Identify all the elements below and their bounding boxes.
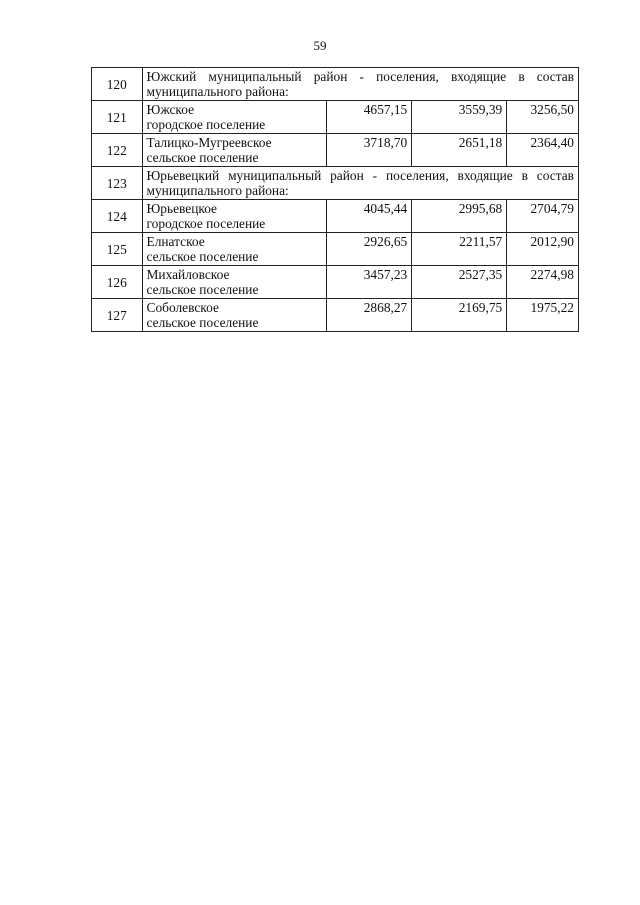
settlement-name-line1: Соболевское — [146, 300, 219, 315]
table-row-section-header — [92, 68, 579, 101]
value-col-3: 3256,50 — [507, 101, 579, 134]
settlement-name-line1: Талицко-Мугреевское — [146, 135, 272, 150]
table-row — [92, 299, 579, 332]
value-col-1: 4657,15 — [327, 101, 412, 134]
value-col-1: 3457,23 — [327, 266, 412, 299]
settlement-name — [142, 101, 327, 134]
table-row — [92, 134, 579, 167]
section-header-text: Юрьевецкий муниципальный район - поселения, входящие в состав муниципального района: — [142, 167, 578, 200]
row-number: 127 — [92, 299, 143, 332]
section-header-text: Южский муниципальный район - поселения, входящие в состав муниципального района: — [142, 68, 578, 101]
settlement-name-line2: сельское поселение — [146, 282, 259, 297]
value-col-3: 1975,22 — [507, 299, 579, 332]
row-number: 120 — [92, 68, 143, 101]
row-number: 126 — [92, 266, 143, 299]
settlement-name — [142, 200, 327, 233]
table-row — [92, 200, 579, 233]
value-col-3: 2364,40 — [507, 134, 579, 167]
value-col-2: 2651,18 — [412, 134, 507, 167]
value-col-1: 2868,27 — [327, 299, 412, 332]
row-number: 122 — [92, 134, 143, 167]
settlement-name — [142, 299, 327, 332]
settlement-name-line1: Михайловское — [146, 267, 230, 282]
settlement-name-line2: сельское поселение — [146, 150, 259, 165]
value-col-1: 4045,44 — [327, 200, 412, 233]
value-col-2: 2211,57 — [412, 233, 507, 266]
value-col-2: 3559,39 — [412, 101, 507, 134]
settlement-name-line2: сельское поселение — [146, 315, 259, 330]
value-col-3: 2012,90 — [507, 233, 579, 266]
settlement-name-line1: Южское — [146, 102, 195, 117]
row-number: 121 — [92, 101, 143, 134]
row-number: 124 — [92, 200, 143, 233]
data-table — [91, 67, 579, 332]
value-col-2: 2169,75 — [412, 299, 507, 332]
settlement-name — [142, 233, 327, 266]
settlement-name-line2: городское поселение — [146, 117, 266, 132]
value-col-2: 2527,35 — [412, 266, 507, 299]
value-col-3: 2704,79 — [507, 200, 579, 233]
row-number: 123 — [92, 167, 143, 200]
value-col-3: 2274,98 — [507, 266, 579, 299]
settlement-name-line2: сельское поселение — [146, 249, 259, 264]
settlement-name — [142, 134, 327, 167]
value-col-2: 2995,68 — [412, 200, 507, 233]
settlement-name-line1: Елнатское — [146, 234, 205, 249]
value-col-1: 3718,70 — [327, 134, 412, 167]
settlement-name-line1: Юрьевецкое — [146, 201, 218, 216]
table-row — [92, 101, 579, 134]
table-row — [92, 266, 579, 299]
table-row-section-header — [92, 167, 579, 200]
table-row — [92, 233, 579, 266]
page-number: 59 — [313, 38, 327, 53]
row-number: 125 — [92, 233, 143, 266]
value-col-1: 2926,65 — [327, 233, 412, 266]
settlement-name-line2: городское поселение — [146, 216, 266, 231]
settlement-name — [142, 266, 327, 299]
